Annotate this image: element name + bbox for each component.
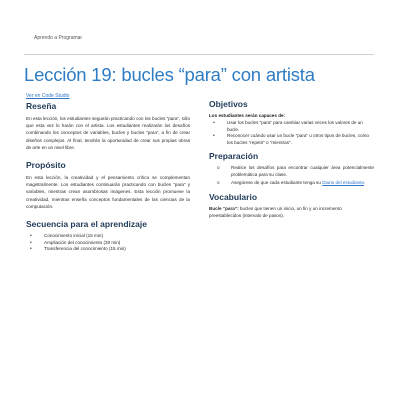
objetivos-section bbox=[209, 99, 374, 146]
objetivos-intro: Los estudiantes serán capaces de: bbox=[209, 113, 286, 118]
list-item: • Conocimiento inicial (15 min) bbox=[26, 233, 190, 240]
objetivos-list bbox=[209, 120, 374, 146]
preparacion-item2-end: . bbox=[364, 179, 366, 185]
header-divider bbox=[24, 54, 374, 55]
preparacion-list bbox=[209, 165, 374, 186]
resena-section bbox=[26, 101, 190, 151]
list-item: • Ampliación del conocimiento (30 min) bbox=[26, 240, 190, 247]
resena-heading: Reseña bbox=[26, 101, 57, 111]
resena-text: En esta lección, los estudiantes seguirán practicando con los bucles “para”, sólo que esta vez lo harán con el artista. Los estudiantes realizarán los desafíos combinando los conceptos de variables, bucles y bucles “para”, a fin de crear diseños complejos. Al final, tendrán la oportunidad de crear sus propias obras de arte en un nivel libre. bbox=[26, 116, 190, 150]
secuencia-section bbox=[26, 219, 190, 253]
preparacion-item2-text: Asegúrese de que cada estudiante tenga su bbox=[231, 179, 323, 185]
secuencia-list bbox=[26, 233, 190, 253]
preparacion-heading: Preparación bbox=[209, 151, 259, 162]
list-item: • Reconocer cuándo usar un bucle “para” u otros tipos de bucles, como los bucles “repetir” o “mientras”. bbox=[209, 133, 374, 146]
proposito-text: En esta lección, la creatividad y el pensamiento crítico se complementan magistralmente. Los estudiantes continuarán practicando con bucles “para” y variables, mientras crean asombrosas imágenes. Esta lección promueve la creatividad, mientras enseña conceptos fundamentales de las ciencias de la computación. bbox=[26, 175, 190, 209]
list-item: o Realice los desafíos para encontrar cualquier área potencialmente problemática para su clase. bbox=[209, 165, 374, 178]
vocabulario-heading: Vocabulario bbox=[209, 192, 258, 203]
secuencia-heading: Secuencia para el aprendizaje bbox=[26, 219, 147, 230]
page-title: Lección 19: bucles “para” con artista bbox=[24, 64, 315, 85]
list-item: • Usar los bucles “para” para cambiar varias veces los valores de un bucle. bbox=[209, 120, 374, 133]
vocabulario-section bbox=[209, 192, 374, 219]
header-label: Aprendo a Programar bbox=[34, 35, 83, 41]
right-column bbox=[209, 99, 374, 219]
list-item bbox=[209, 180, 374, 187]
vocab-definition: bucles que tienen un inicio, un fin y un incremento preestablecidos (intervalo de pasos). bbox=[209, 206, 342, 218]
list-item: • Transferencia del conocimiento (15 min) bbox=[26, 246, 190, 253]
preparacion-section bbox=[209, 151, 374, 186]
vocabulario-entry bbox=[209, 206, 374, 219]
proposito-section bbox=[26, 160, 190, 210]
left-column bbox=[26, 101, 190, 253]
objetivos-heading: Objetivos bbox=[209, 99, 248, 109]
proposito-heading: Propósito bbox=[26, 160, 66, 171]
code-studio-link[interactable]: Ver en Code Studio bbox=[26, 93, 70, 99]
vocab-term: Bucle “para”: bbox=[209, 206, 239, 212]
diario-link[interactable]: Diario del estudiante bbox=[322, 179, 365, 185]
